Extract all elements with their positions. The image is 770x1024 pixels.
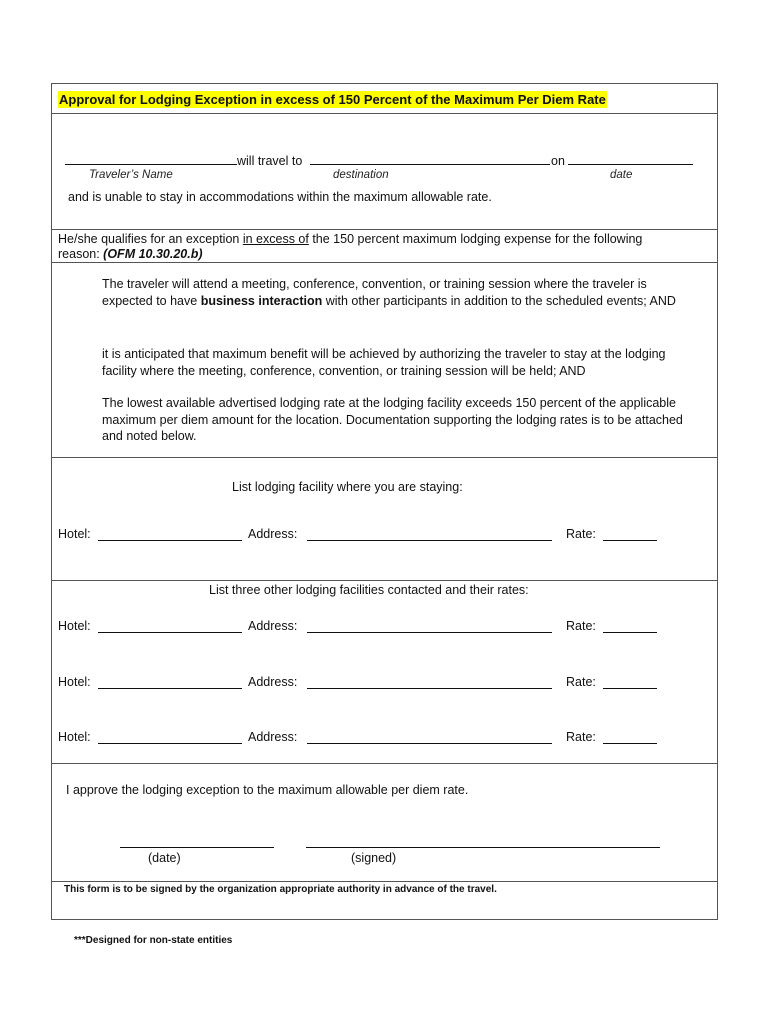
other-address-2-field[interactable] bbox=[307, 688, 552, 689]
approval-section bbox=[52, 764, 717, 882]
other-hotel-1-field[interactable] bbox=[98, 632, 242, 633]
business-interaction-text: business interaction bbox=[200, 293, 323, 308]
travelers-name-field[interactable] bbox=[65, 164, 237, 165]
unable-to-stay-text: and is unable to stay in accommodations within the maximum allowable rate. bbox=[68, 190, 492, 204]
rate-label: Rate: bbox=[566, 730, 596, 744]
title-section bbox=[52, 84, 717, 114]
criteria-section bbox=[52, 263, 717, 458]
rate-label: Rate: bbox=[566, 675, 596, 689]
criterion-meeting bbox=[102, 276, 692, 309]
qualifies-section bbox=[52, 230, 717, 263]
reason-label: reason: bbox=[58, 247, 104, 261]
staying-hotel-field[interactable] bbox=[98, 540, 242, 541]
staying-heading: List lodging facility where you are staying: bbox=[232, 480, 463, 494]
travel-date-field[interactable] bbox=[568, 164, 693, 165]
reason-line bbox=[58, 246, 203, 262]
will-travel-to-text: will travel to bbox=[237, 154, 303, 168]
rate-label: Rate: bbox=[566, 619, 596, 633]
lodging-exception-form bbox=[51, 83, 718, 920]
other-facilities-heading: List three other lodging facilities contacted and their rates: bbox=[209, 583, 529, 597]
approval-date-caption: (date) bbox=[148, 851, 181, 865]
criterion-lowest-rate: The lowest available advertised lodging rate at the lodging facility exceeds 150 percent of the applicable maximum per diem amount for the location. Documentation supporting the lodging rates is to be attached and noted below. bbox=[102, 396, 683, 443]
destination-field[interactable] bbox=[310, 164, 550, 165]
qualifies-text bbox=[58, 231, 642, 247]
other-rate-3-field[interactable] bbox=[603, 743, 657, 744]
staying-rate-field[interactable] bbox=[603, 540, 657, 541]
other-facilities-section bbox=[52, 581, 717, 764]
ofm-reference: (OFM 10.30.20.b) bbox=[103, 247, 203, 261]
footer-section bbox=[52, 882, 717, 921]
other-address-3-field[interactable] bbox=[307, 743, 552, 744]
approval-date-field[interactable] bbox=[120, 847, 274, 848]
form-title: Approval for Lodging Exception in excess of 150 Percent of the Maximum Per Diem Rate bbox=[59, 92, 606, 107]
footer-note: This form is to be signed by the organization appropriate authority in advance of the travel. bbox=[64, 884, 497, 895]
rate-label: Rate: bbox=[566, 527, 596, 541]
destination-caption: destination bbox=[333, 169, 389, 181]
address-label: Address: bbox=[248, 730, 298, 744]
other-hotel-2-field[interactable] bbox=[98, 688, 242, 689]
other-hotel-3-field[interactable] bbox=[98, 743, 242, 744]
in-excess-of-text: in excess of bbox=[242, 232, 309, 246]
hotel-label: Hotel: bbox=[58, 527, 91, 541]
qualifies-rest: the 150 percent maximum lodging expense for the following bbox=[308, 232, 643, 246]
hotel-label: Hotel: bbox=[58, 619, 91, 633]
date-caption: date bbox=[610, 169, 633, 181]
address-label: Address: bbox=[248, 619, 298, 633]
approval-statement: I approve the lodging exception to the maximum allowable per diem rate. bbox=[66, 783, 469, 797]
hotel-label: Hotel: bbox=[58, 730, 91, 744]
other-rate-2-field[interactable] bbox=[603, 688, 657, 689]
other-address-1-field[interactable] bbox=[307, 632, 552, 633]
address-label: Address: bbox=[248, 527, 298, 541]
staying-address-field[interactable] bbox=[307, 540, 552, 541]
travelers-name-caption: Traveler’s Name bbox=[89, 169, 173, 181]
address-label: Address: bbox=[248, 675, 298, 689]
designed-for-note: ***Designed for non-state entities bbox=[74, 935, 233, 946]
criterion-benefit: it is anticipated that maximum benefit will be achieved by authorizing the traveler to stay at the lodging facility where the meeting, conference, convention, or training session will be held; AND bbox=[102, 347, 666, 378]
staying-facility-section bbox=[52, 458, 717, 581]
qualifies-lead: He/she qualifies for an exception bbox=[58, 232, 243, 246]
traveler-section bbox=[52, 114, 717, 230]
approval-signed-caption: (signed) bbox=[351, 851, 397, 865]
other-rate-1-field[interactable] bbox=[603, 632, 657, 633]
criterion-meeting-before: The traveler will attend a meeting, conference, convention, or training session where the traveler is expected to have bbox=[102, 277, 647, 308]
criterion-meeting-after: with other participants in addition to the scheduled events; AND bbox=[322, 293, 676, 308]
on-text: on bbox=[551, 154, 565, 168]
hotel-label: Hotel: bbox=[58, 675, 91, 689]
approval-signature-field[interactable] bbox=[306, 847, 660, 848]
